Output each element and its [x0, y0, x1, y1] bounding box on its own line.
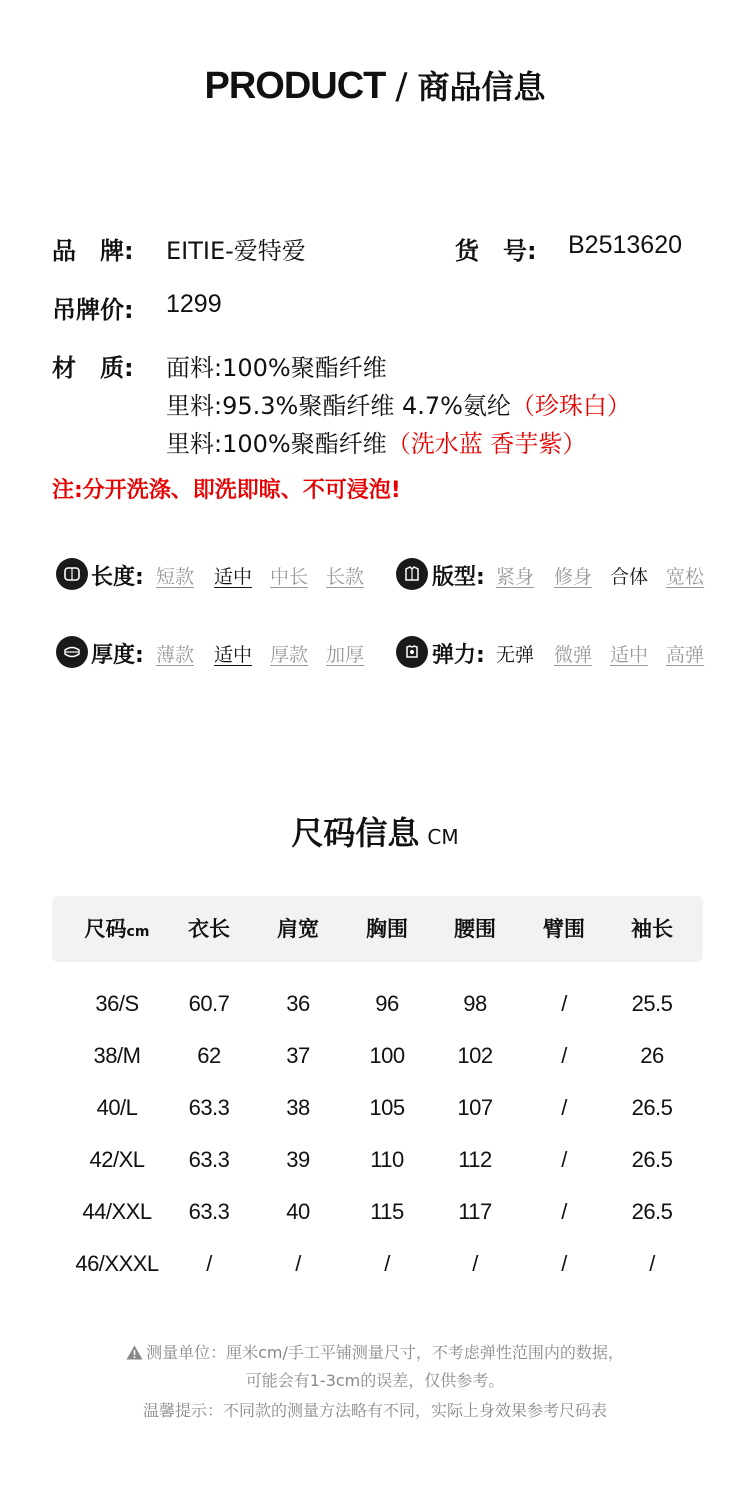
cell-size: 42/XL	[89, 1147, 145, 1172]
elasticity-option-slight: 微弹	[554, 644, 593, 666]
elasticity-label: 弹力:	[432, 643, 485, 668]
size-section-title	[0, 808, 750, 854]
cell-sleeve: 26.5	[631, 1095, 673, 1120]
cell-size: 46/XXXL	[75, 1251, 159, 1276]
fabric-icon	[56, 636, 88, 668]
sku-value: B2513620	[568, 231, 683, 259]
length-options	[156, 562, 364, 589]
header-title-cn: 商品信息	[417, 68, 546, 106]
table-row	[52, 1244, 703, 1284]
cell-length: 63.3	[188, 1147, 230, 1172]
cell-chest: 105	[369, 1095, 405, 1120]
cell-chest: /	[384, 1251, 390, 1276]
price-value: 1299	[166, 290, 222, 318]
material-lining-2	[166, 424, 586, 459]
thickness-option-thick: 厚款	[270, 644, 309, 666]
table-row	[52, 1140, 703, 1180]
cell-sleeve: 26.5	[631, 1147, 673, 1172]
fit-option-loose: 宽松	[666, 566, 705, 588]
cell-waist: 117	[458, 1199, 492, 1224]
note-line-1-text: 测量单位：厘米cm/手工平铺测量尺寸，不考虑弹性范围内的数据，	[146, 1343, 624, 1362]
length-option-medium: 适中	[214, 566, 253, 588]
length-option-midlong: 中长	[270, 566, 309, 588]
cell-arm: /	[561, 1043, 567, 1068]
header-sleeve: 袖长	[631, 917, 673, 941]
fit-option-slim: 修身	[554, 566, 593, 588]
length-label: 长度:	[91, 565, 144, 590]
fit-options	[496, 562, 704, 589]
material-lining-2-color: （洗水蓝 香芋紫）	[386, 430, 587, 458]
cell-waist: 98	[463, 991, 487, 1016]
cell-size: 38/M	[93, 1043, 141, 1068]
length-option-long: 长款	[326, 566, 365, 588]
cell-size: 44/XXL	[82, 1199, 152, 1224]
header-size	[72, 896, 162, 965]
care-note: 注:分开洗涤、即洗即晾、不可浸泡!	[52, 478, 401, 503]
fit-option-regular: 合体	[610, 566, 649, 588]
cell-chest: 96	[375, 991, 399, 1016]
brand-label: 品 牌:	[52, 237, 134, 265]
cell-size: 40/L	[96, 1095, 138, 1120]
material-lining-2-text: 里料:100%聚酯纤维	[166, 430, 387, 458]
brand-value: EITIE-爱特爱	[166, 237, 306, 265]
material-lining-1-text: 里料:95.3%聚酯纤维 4.7%氨纶	[166, 392, 511, 420]
header-title-en: PRODUCT	[204, 65, 386, 107]
cell-shoulder: 40	[286, 1199, 310, 1224]
cell-sleeve: 25.5	[631, 991, 673, 1016]
elasticity-option-high: 高弹	[666, 644, 705, 666]
cell-size: 36/S	[95, 991, 139, 1016]
header-waist: 腰围	[454, 917, 496, 941]
material-shell: 面料:100%聚酯纤维	[166, 354, 387, 382]
stretch-icon	[396, 636, 428, 668]
length-option-short: 短款	[156, 566, 195, 588]
note-line-3: 温馨提示：不同款的测量方法略有不同，实际上身效果参考尺码表	[142, 1401, 607, 1420]
size-table-header	[52, 896, 703, 962]
material-label: 材 质:	[52, 354, 134, 382]
table-row	[52, 984, 703, 1024]
header-length: 衣长	[188, 917, 230, 941]
cell-length: 63.3	[188, 1199, 230, 1224]
elasticity-options	[496, 640, 704, 667]
note-line-1	[0, 1340, 750, 1364]
jacket-icon	[56, 558, 88, 590]
fit-label: 版型:	[432, 565, 485, 590]
cell-chest: 100	[369, 1043, 405, 1068]
cell-shoulder: 37	[286, 1043, 310, 1068]
cell-length: 63.3	[188, 1095, 230, 1120]
cell-waist: 112	[458, 1147, 492, 1172]
header-size-unit: cm	[126, 924, 150, 940]
cell-arm: /	[561, 1147, 567, 1172]
header-arm: 臂围	[543, 917, 585, 941]
cell-sleeve: /	[649, 1251, 655, 1276]
header-chest: 胸围	[366, 917, 408, 941]
cell-chest: 110	[370, 1147, 404, 1172]
fit-option-tight: 紧身	[496, 566, 535, 588]
cell-shoulder: /	[295, 1251, 301, 1276]
header-shoulder: 肩宽	[277, 917, 319, 941]
cell-arm: /	[561, 1199, 567, 1224]
table-row	[52, 1192, 703, 1232]
elasticity-option-medium: 适中	[610, 644, 649, 666]
cell-length: 60.7	[188, 991, 230, 1016]
material-lining-1-color: （珍珠白）	[510, 392, 631, 420]
page-header	[0, 62, 750, 108]
material-lining-1	[166, 386, 631, 421]
header-size-text: 尺码	[84, 917, 127, 941]
shirt-icon	[396, 558, 428, 590]
cell-sleeve: 26.5	[631, 1199, 673, 1224]
cell-sleeve: 26	[640, 1043, 664, 1068]
note-line-2: 可能会有1-3cm的误差，仅供参考。	[245, 1371, 505, 1390]
cell-waist: 102	[457, 1043, 493, 1068]
cell-chest: 115	[370, 1199, 404, 1224]
thickness-options	[156, 640, 364, 667]
thickness-option-thin: 薄款	[156, 644, 195, 666]
thickness-option-extra-thick: 加厚	[326, 644, 365, 666]
cell-waist: 107	[457, 1095, 493, 1120]
size-title-unit: CM	[427, 825, 459, 849]
elasticity-option-none: 无弹	[496, 644, 535, 666]
table-row	[52, 1036, 703, 1076]
cell-arm: /	[561, 1251, 567, 1276]
cell-shoulder: 38	[286, 1095, 310, 1120]
cell-arm: /	[561, 1095, 567, 1120]
cell-length: 62	[197, 1043, 221, 1068]
cell-arm: /	[561, 991, 567, 1016]
cell-shoulder: 36	[286, 991, 310, 1016]
size-title-text: 尺码信息	[291, 814, 420, 852]
price-label: 吊牌价:	[52, 296, 134, 324]
sku-label: 货 号:	[455, 237, 537, 265]
header-slash: /	[395, 66, 408, 107]
thickness-option-medium: 适中	[214, 644, 253, 666]
cell-length: /	[206, 1251, 212, 1276]
table-row	[52, 1088, 703, 1128]
thickness-label: 厚度:	[91, 643, 144, 668]
cell-shoulder: 39	[286, 1147, 310, 1172]
cell-waist: /	[472, 1251, 478, 1276]
warning-icon	[126, 1345, 143, 1364]
